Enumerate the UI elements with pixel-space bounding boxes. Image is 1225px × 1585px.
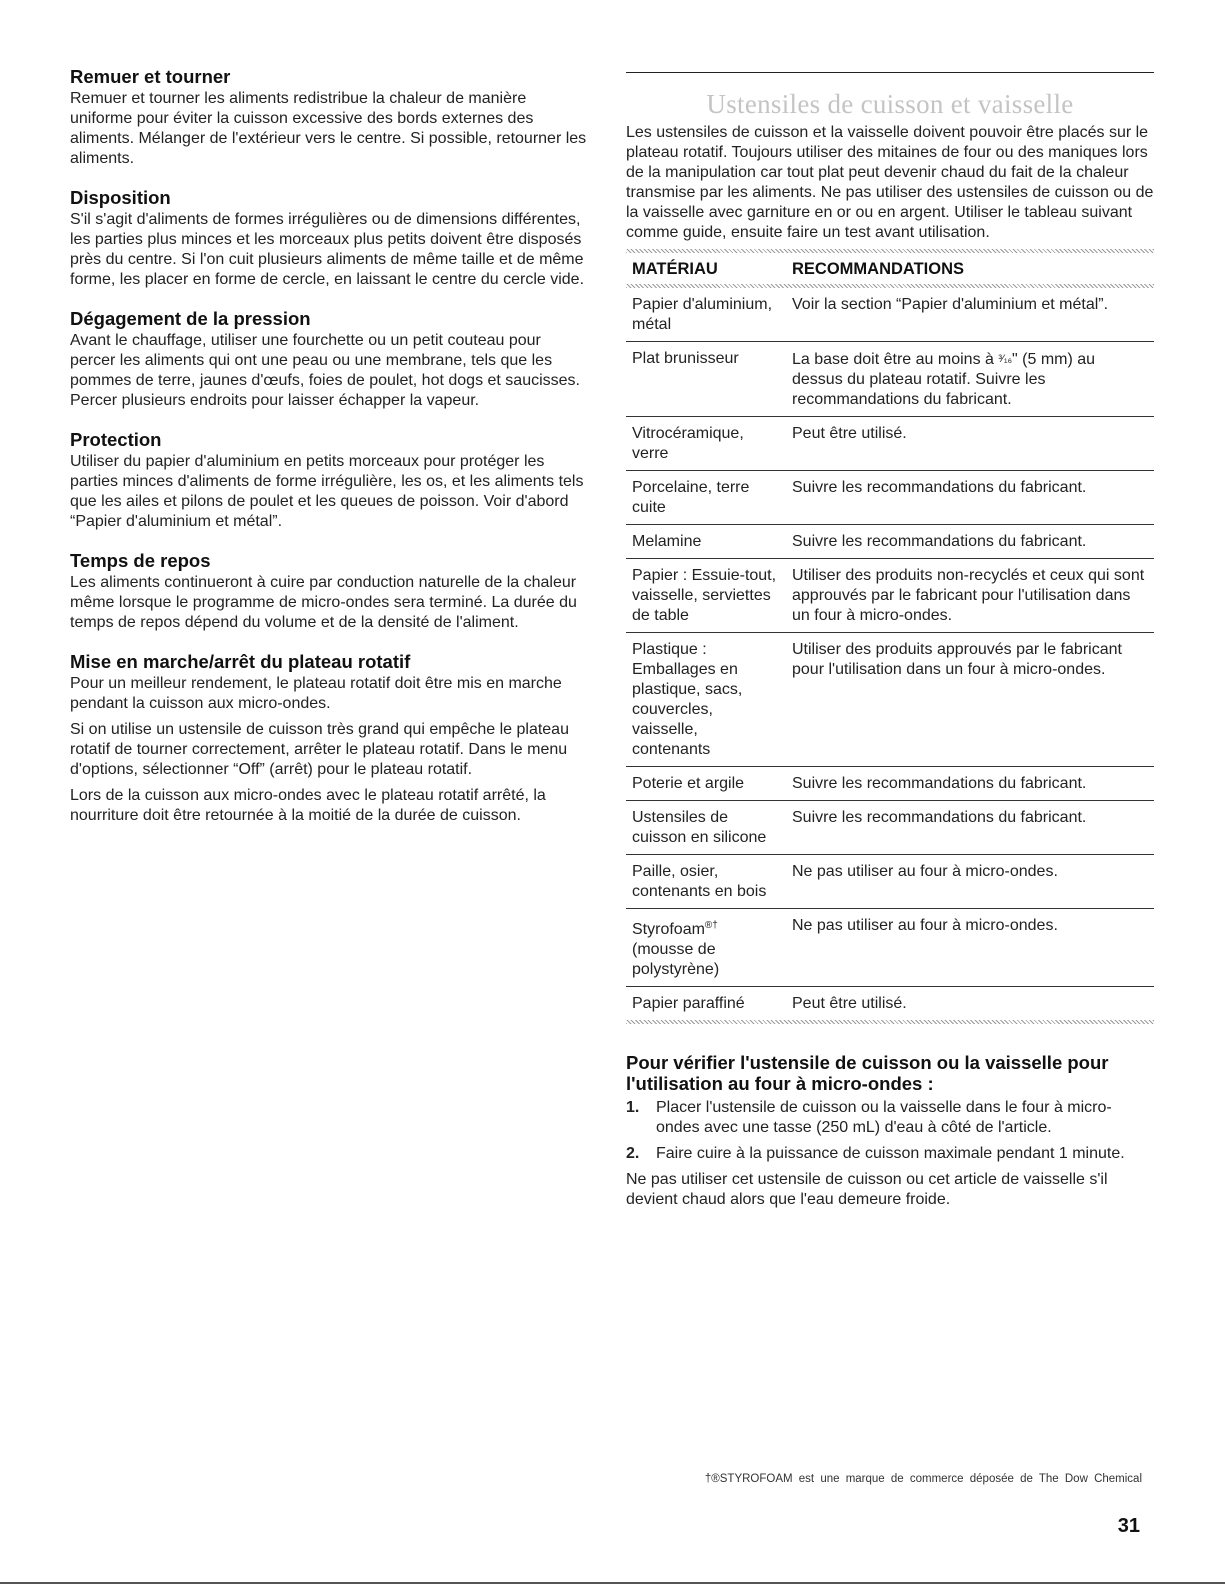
right-column (626, 72, 1154, 1210)
cell-recommendation: Suivre les recommandations du fabricant. (786, 471, 1154, 525)
section-text: Utiliser du papier d'aluminium en petits morceaux pour protéger les parties minces d'aliments de forme irrégulière, les os, et les aliments tels que les ailes et pilons de poulet et les queues de poisson. Voir d'abord “Papier d'aluminium et métal”. (70, 453, 584, 530)
cell-material: Papier : Essuie-tout, vaisselle, serviettes de table (626, 559, 786, 633)
material-detail: (mousse de polystyrène) (632, 941, 720, 978)
cell-material: Papier paraffiné (626, 987, 786, 1021)
footnote: †®STYROFOAM est une marque de commerce déposée de The Dow Chemical (704, 1473, 1142, 1485)
cell-material: Porcelaine, terre cuite (626, 471, 786, 525)
rec-fraction: ³⁄₁₆ (998, 353, 1013, 365)
table-row (626, 855, 1154, 909)
table-row (626, 471, 1154, 525)
section-plateau-rotatif (70, 651, 590, 826)
section-title: Disposition (70, 187, 171, 208)
cell-material: Papier d'aluminium, métal (632, 296, 773, 333)
table-row (626, 288, 1154, 342)
table-row (626, 633, 1154, 767)
header-recommandations: RECOMMANDATIONS (792, 260, 965, 278)
section-degagement (70, 308, 590, 411)
header-materiau: MATÉRIAU (632, 260, 718, 278)
step-item (626, 1098, 1154, 1138)
check-heading: Pour vérifier l'ustensile de cuisson ou la vaisselle pour l'utilisation au four à micro-ondes : (626, 1052, 1109, 1094)
intro-text: Les ustensiles de cuisson et la vaisselle doivent pouvoir être placés sur le plateau rotatif. Toujours utiliser des mitaines de four ou des maniques lors de la manipulation car tout plat peut devenir chaud du fait de la chaleur transmise par les aliments. Ne pas utiliser des ustensiles de cuisson ou de la vaisselle avec garniture en or ou en argent. Utiliser le tableau suivant comme guide, ensuite faire un test avant utilisation. (626, 124, 1154, 241)
table-row (626, 559, 1154, 633)
cell-recommendation: Suivre les recommandations du fabricant. (786, 767, 1154, 801)
section-text: Les aliments continueront à cuire par conduction naturelle de la chaleur même lorsque le programme de micro-ondes sera terminé. La durée du temps de repos dépend du volume et de la densité de l'aliment. (70, 574, 577, 631)
section-title: Protection (70, 429, 162, 450)
section-title: Mise en marche/arrêt du plateau rotatif (70, 651, 411, 672)
cell-recommendation: Utiliser des produits non-recyclés et ceux qui sont approuvés par le fabricant pour l'utilisation dans un four à micro-ondes. (786, 559, 1154, 633)
cell-material (626, 909, 786, 987)
cell-material: Vitrocéramique, verre (626, 417, 786, 471)
section-disposition (70, 187, 590, 290)
table-row (626, 342, 1154, 417)
section-text: S'il s'agit d'aliments de formes irrégulières ou de dimensions différentes, les parties plus minces et les morceaux plus petits doivent être disposés près du centre. Si l'on cuit plusieurs aliments de même taille et de même forme, les placer en forme de cercle, en laissant le centre du cercle vide. (70, 211, 585, 288)
cell-recommendation (786, 342, 1154, 417)
check-steps (626, 1098, 1154, 1164)
cell-recommendation: Peut être utilisé. (786, 417, 1154, 471)
table-row (626, 987, 1154, 1021)
section-title: Dégagement de la pression (70, 308, 311, 329)
cell-material: Plastique : Emballages en plastique, sacs, couvercles, vaisselle, contenants (626, 633, 786, 767)
section-heading: Ustensiles de cuisson et vaisselle (706, 89, 1074, 119)
cell-material: Melamine (626, 525, 786, 559)
cell-recommendation: Peut être utilisé. (786, 987, 1154, 1021)
page-number: 31 (1117, 1515, 1140, 1537)
cell-material: Plat brunisseur (626, 342, 786, 417)
cell-recommendation: Ne pas utiliser au four à micro-ondes. (786, 855, 1154, 909)
cell-recommendation: Suivre les recommandations du fabricant. (786, 801, 1154, 855)
cell-material: Ustensiles de cuisson en silicone (626, 801, 786, 855)
table-row (626, 801, 1154, 855)
step-number: 2. (626, 1145, 640, 1162)
page-bottom-rule (0, 1582, 1225, 1584)
section-text: Avant le chauffage, utiliser une fourchette ou un petit couteau pour percer les aliments qui ont une peau ou une membrane, tels que les pommes de terre, jaunes d'œufs, foies de poulet, hot dogs et saucisses. Percer plusieurs endroits pour laisser échapper la vapeur. (70, 332, 580, 409)
cell-recommendation: Suivre les recommandations du fabricant. (786, 525, 1154, 559)
cell-recommendation: Utiliser des produits approuvés par le fabricant pour l'utilisation dans un four à micro-ondes. (786, 633, 1154, 767)
top-rule (626, 72, 1154, 73)
rec-text: La base doit être au moins à (792, 351, 999, 368)
section-temps-repos (70, 550, 590, 633)
left-column (70, 66, 590, 844)
section-remuer (70, 66, 590, 169)
section-protection (70, 429, 590, 532)
section-text: Si on utilise un ustensile de cuisson très grand qui empêche le plateau rotatif de tourner correctement, arrêter le plateau rotatif. Dans le menu d'options, sélectionner “Off” (arrêt) pour le plateau rotatif. (70, 721, 569, 778)
section-title: Temps de repos (70, 550, 211, 571)
cell-recommendation: Voir la section “Papier d'aluminium et métal”. (792, 296, 1109, 313)
table-row (626, 417, 1154, 471)
trademark-mark: ®† (704, 920, 718, 931)
rec-text: " (5 mm) au dessus du plateau rotatif. Suivre les recommandations du fabricant. (792, 351, 1096, 408)
table-row (626, 767, 1154, 801)
table-bottom-border (626, 1020, 1154, 1024)
cell-recommendation: Ne pas utiliser au four à micro-ondes. (786, 909, 1154, 987)
materials-table-body (626, 288, 1154, 1020)
cell-material: Paille, osier, contenants en bois (626, 855, 786, 909)
section-text: Remuer et tourner les aliments redistribue la chaleur de manière uniforme pour éviter la cuisson excessive des bords externes des aliments. Mélanger de l'extérieur vers le centre. Si possible, retourner les aliments. (70, 90, 587, 167)
section-title: Remuer et tourner (70, 66, 231, 87)
step-item (626, 1144, 1154, 1164)
step-text: Placer l'ustensile de cuisson ou la vaisselle dans le four à micro-ondes avec une tasse (250 mL) d'eau à côté de l'article. (656, 1099, 1112, 1136)
step-number: 1. (626, 1099, 640, 1116)
step-text: Faire cuire à la puissance de cuisson maximale pendant 1 minute. (656, 1145, 1125, 1162)
materials-table (626, 253, 1154, 284)
cell-material: Poterie et argile (626, 767, 786, 801)
table-row (626, 525, 1154, 559)
section-text: Lors de la cuisson aux micro-ondes avec le plateau rotatif arrêté, la nourriture doit être retournée à la moitié de la durée de cuisson. (70, 787, 546, 824)
material-name: Styrofoam (632, 921, 705, 938)
table-row (626, 909, 1154, 987)
closing-text: Ne pas utiliser cet ustensile de cuisson ou cet article de vaisselle s'il devient chaud alors que l'eau demeure froide. (626, 1171, 1108, 1208)
table-header-row (626, 253, 1154, 284)
section-text: Pour un meilleur rendement, le plateau rotatif doit être mis en marche pendant la cuisson aux micro-ondes. (70, 675, 562, 712)
